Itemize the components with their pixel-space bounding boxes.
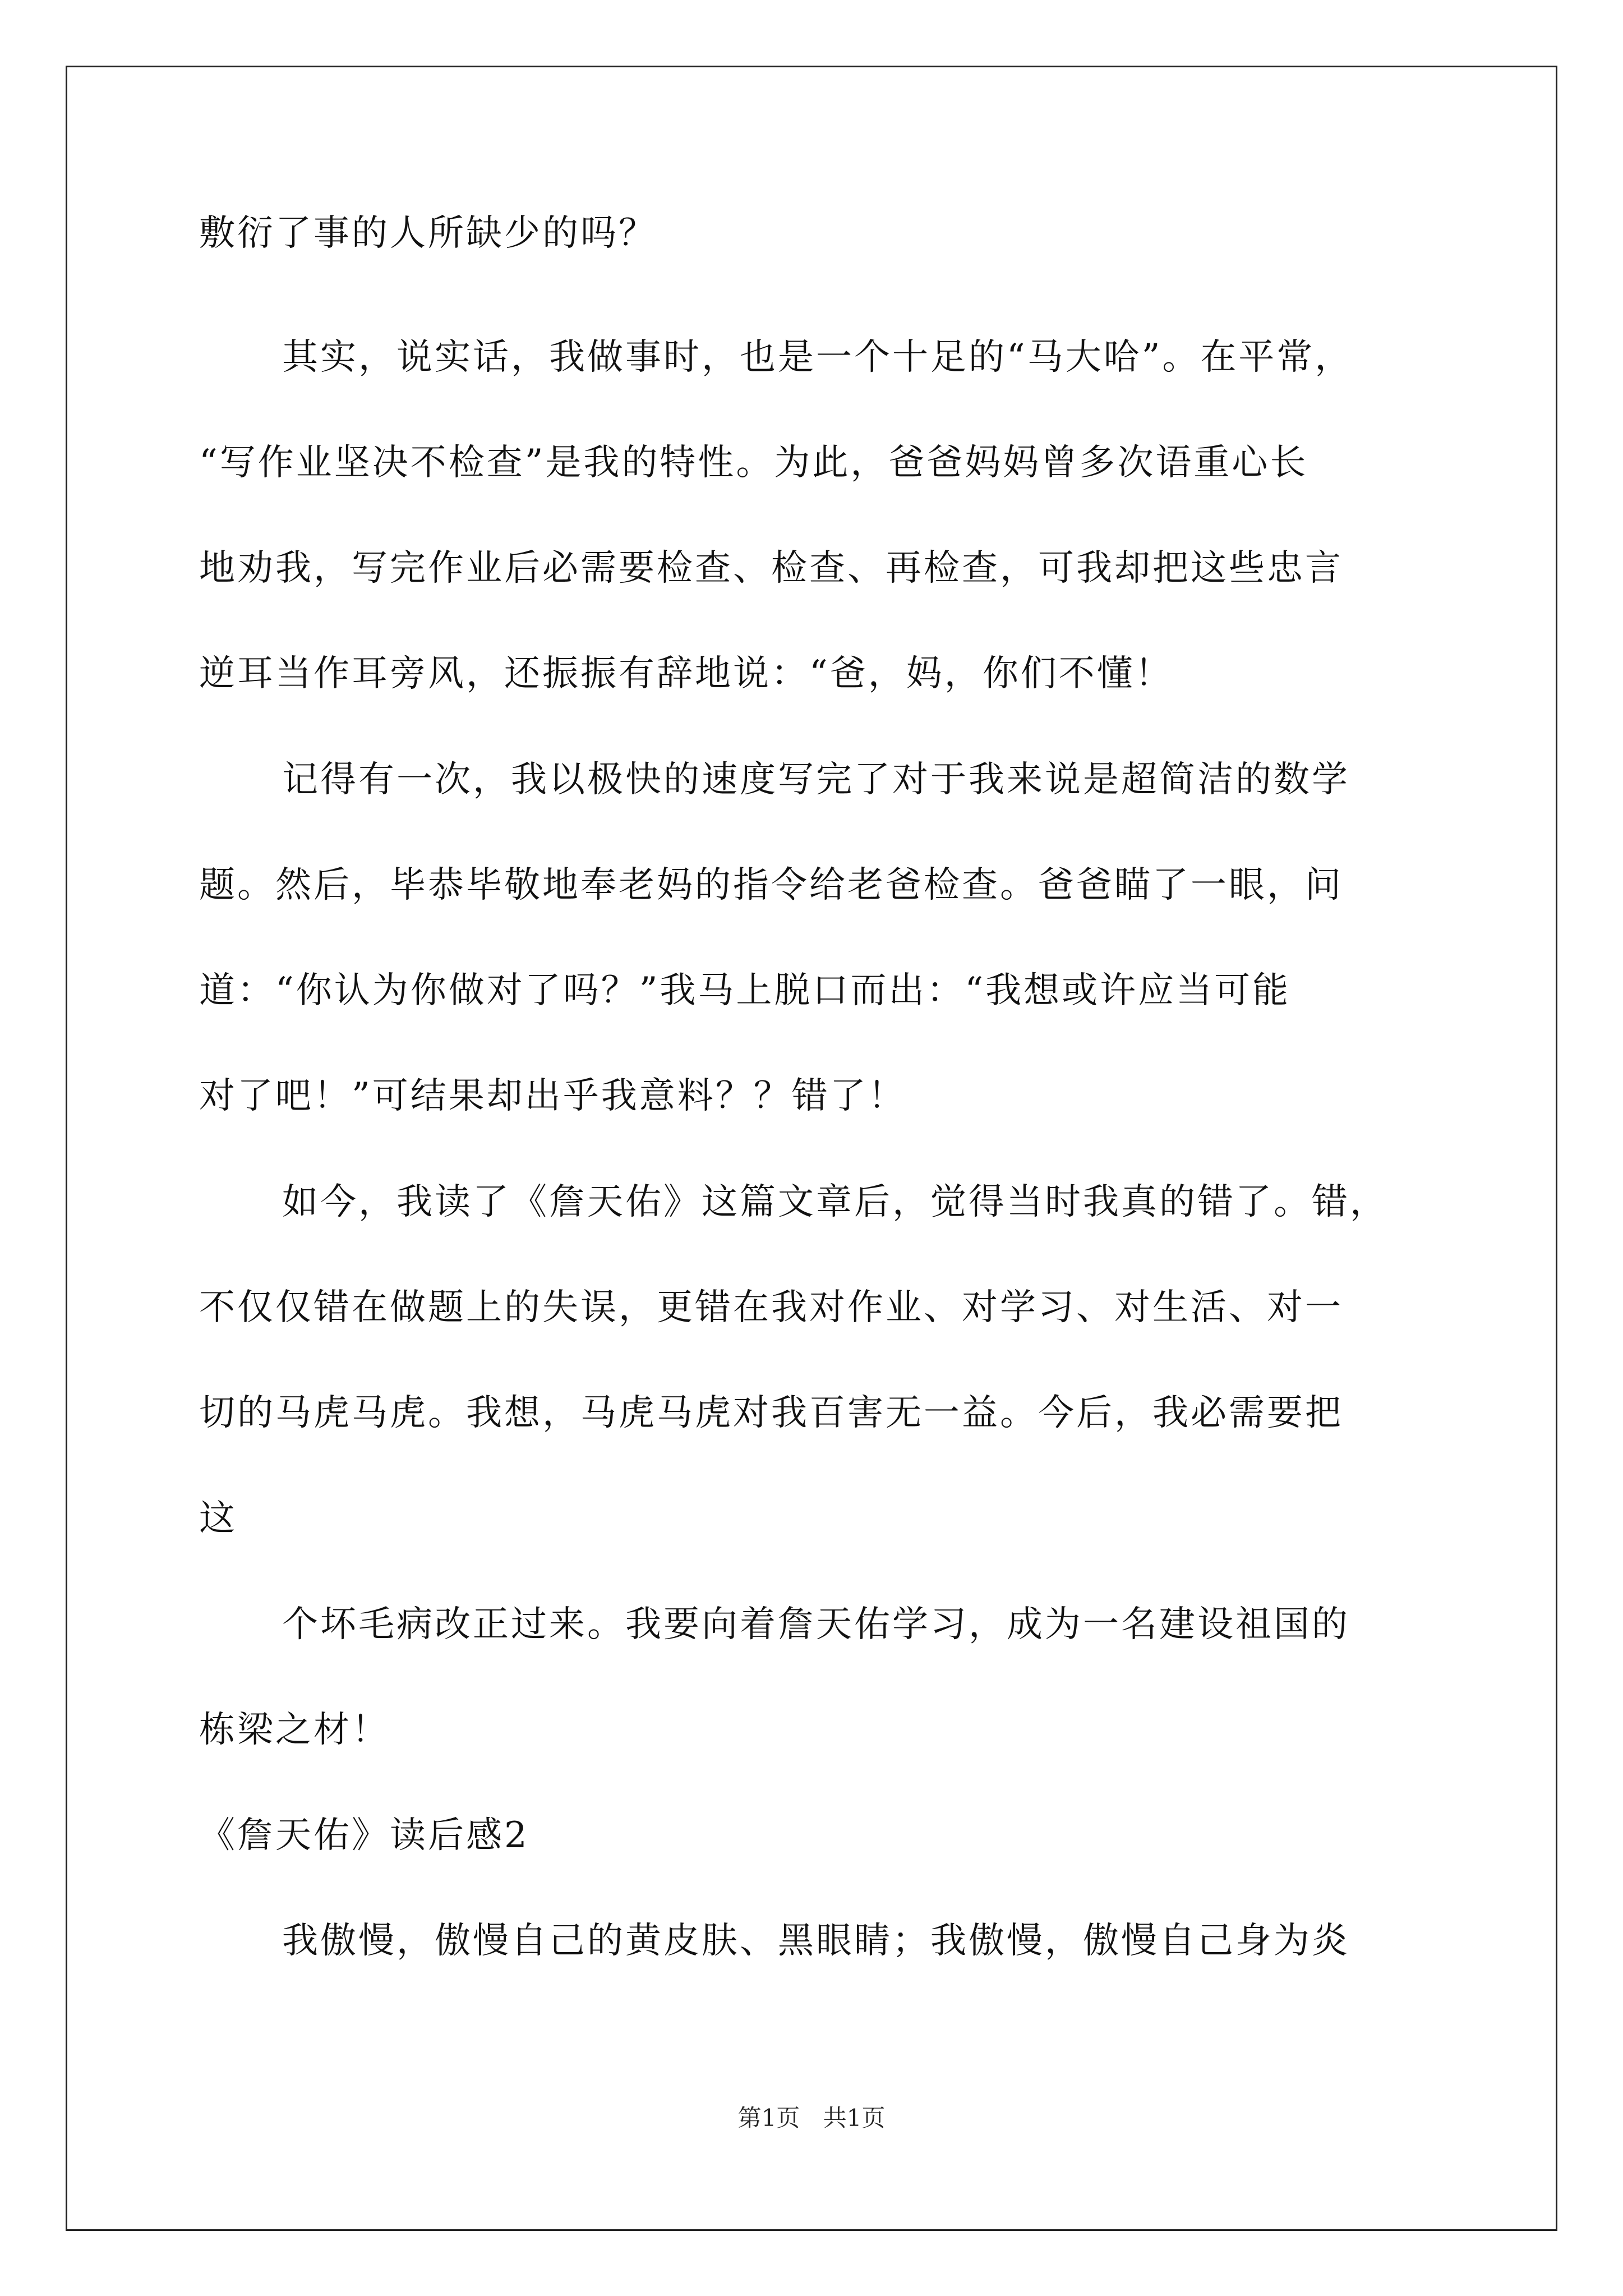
paragraph-line: 题。然后，毕恭毕敬地奉老妈的指令给老爸检查。爸爸瞄了一眼，问: [199, 864, 1343, 906]
paragraph-line: 对了吧！”可结果却出乎我意料？？错了！: [199, 1075, 906, 1117]
paragraph-line: 地劝我，写完作业后必需要检查、检查、再检查，可我却把这些忠言: [199, 547, 1343, 589]
page-total: 共1页: [823, 2104, 886, 2132]
paragraph-line: 个坏毛病改正过来。我要向着詹天佑学习，成为一名建设祖国的: [282, 1604, 1350, 1645]
paragraph-line: 栋梁之材！: [199, 1709, 390, 1751]
paragraph-line: 如今，我读了《詹天佑》这篇文章后，觉得当时我真的错了。错，: [282, 1181, 1388, 1223]
paragraph-line: 我傲慢，傲慢自己的黄皮肤、黑眼睛；我傲慢，傲慢自己身为炎: [282, 1920, 1350, 1962]
paragraph-line: 其实，说实话，我做事时，也是一个十足的“马大哈”。在平常，: [282, 337, 1353, 378]
paragraph-line: 不仅仅错在做题上的失误，更错在我对作业、对学习、对生活、对一: [199, 1287, 1343, 1328]
page-border: [66, 66, 1557, 2231]
paragraph-line: 敷衍了事的人所缺少的吗？: [199, 213, 657, 254]
paragraph-line: 切的马虎马虎。我想，马虎马虎对我百害无一益。今后，我必需要把: [199, 1392, 1343, 1434]
paragraph-line: “写作业坚决不检查”是我的特性。为此，爸爸妈妈曾多次语重心长: [199, 442, 1308, 484]
paragraph-line: 逆耳当作耳旁风，还振振有辞地说：“爸，妈，你们不懂！: [199, 653, 1173, 694]
paragraph-line: 道：“你认为你做对了吗？”我马上脱口而出：“我想或许应当可能: [199, 970, 1291, 1011]
page-number: 第1页: [737, 2104, 800, 2132]
paragraph-line: 记得有一次，我以极快的速度写完了对于我来说是超简洁的数学: [282, 759, 1350, 800]
paragraph-line: 这: [199, 1498, 237, 1539]
page-footer: [0, 2102, 1623, 2134]
section-heading: 《詹天佑》读后感2: [199, 1815, 529, 1856]
